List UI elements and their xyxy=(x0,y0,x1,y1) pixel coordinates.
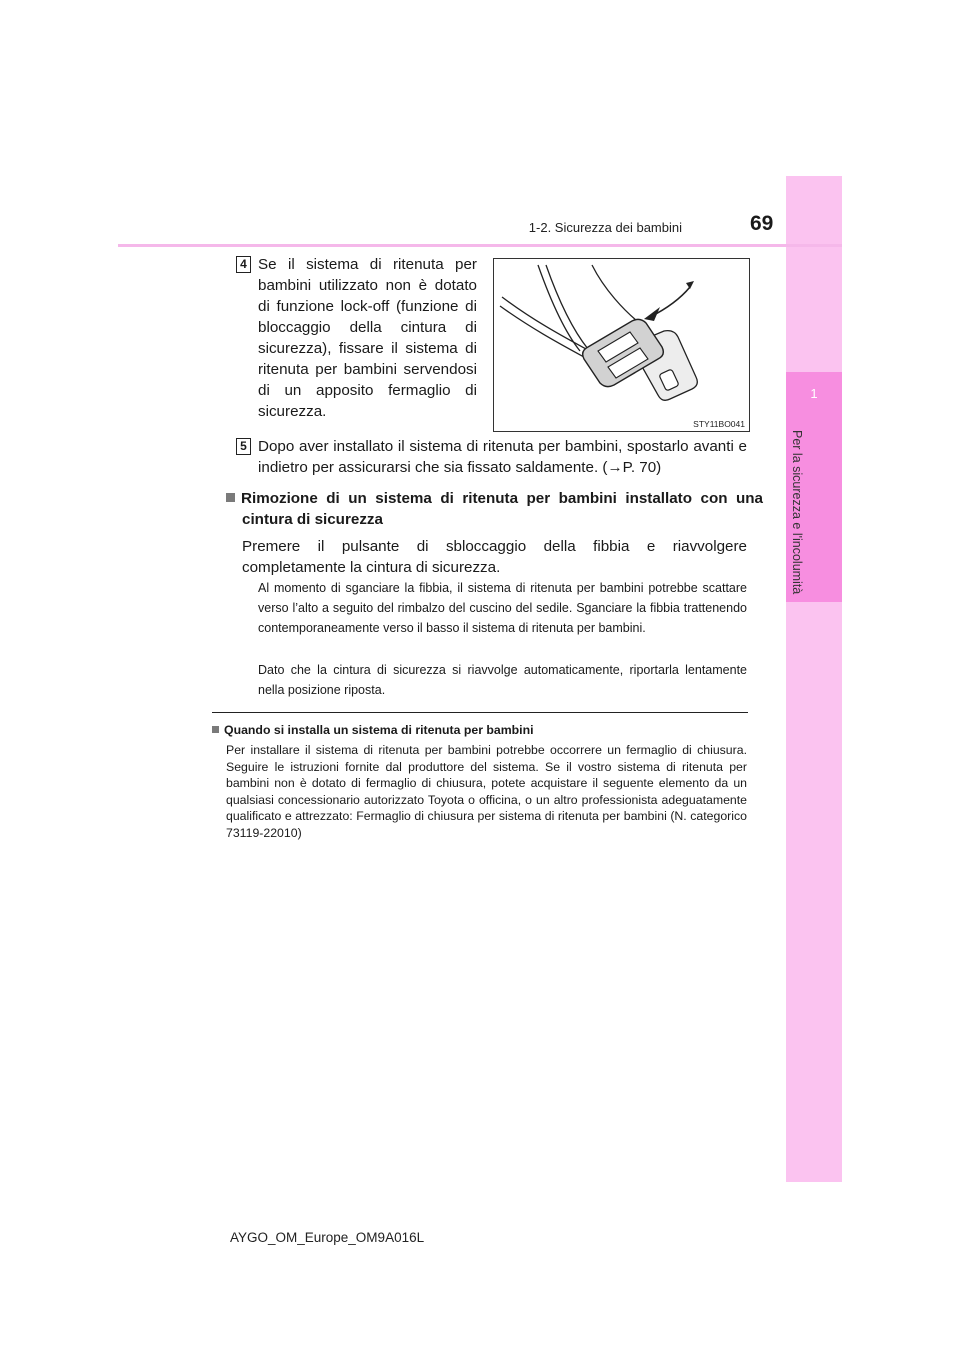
step-5-badge: 5 xyxy=(236,438,251,455)
square-bullet-icon xyxy=(212,726,219,733)
section-divider xyxy=(212,712,748,713)
info-text: Per installare il sistema di ritenuta per bambini potrebbe occorrere un fermaglio di chiusura. Seguire le istruzioni fornite dal produttore del sistema. Se il vostro sistema di ritenuta per bambini non è dotato di fermaglio di chiusura, potete acquistare il seguente elemento da un qualsiasi concessionario autorizzato Toyota o officina, o un altro professionista adeguatamente qualificato e attrezzato: Fermaglio di chiusura per sistema di ritenuta per bambini (N. categorico 73119-22010) xyxy=(226,743,747,840)
chapter-number: 1 xyxy=(810,386,818,401)
section-title: 1-2. Sicurezza dei bambini xyxy=(528,220,682,235)
info-heading: Quando si installa un sistema di ritenuta per bambini xyxy=(212,722,748,739)
step-4-text: Se il sistema di ritenuta per bambini utilizzato non è dotato di funzione lock-off (funzione di bloccaggio della cintura di sicurezza), fissare il sistema di ritenuta per bambini servendosi di un apposito fermaglio di sicurezza. xyxy=(258,256,477,420)
document-id: AYGO_OM_Europe_OM9A016L xyxy=(230,1230,425,1245)
seatbelt-clip-illustration xyxy=(493,258,750,432)
chapter-title: Per la sicurezza e l'incolumità xyxy=(790,430,804,595)
square-bullet-icon xyxy=(226,493,235,502)
removal-note-2: Dato che la cintura di sicurezza si riavvolge automaticamente, riportarla lentamente nella posizione riposta. xyxy=(258,663,747,697)
step-5-text: Dopo aver installato il sistema di ritenuta per bambini, spostarlo avanti e indietro per assicurarsi che sia fissato saldamente. (→P. 70) xyxy=(258,438,747,476)
header-rule xyxy=(118,244,842,247)
removal-text: Premere il pulsante di sbloccaggio della fibbia e riavvolgere completamente la cintura di sicurezza. xyxy=(242,538,747,576)
removal-heading: Rimozione di un sistema di ritenuta per bambini installato con una cintura di sicurezza xyxy=(226,488,763,530)
page-number: 69 xyxy=(750,212,774,235)
step-4-badge: 4 xyxy=(236,256,251,273)
removal-note-1: Al momento di sganciare la fibbia, il sistema di ritenuta per bambini potrebbe scattare verso l’alto a seguito del rimbalzo del cuscino del sedile. Sganciare la fibbia trattenendo contemporaneamente verso il basso il sistema di ritenuta per bambini. xyxy=(258,581,747,635)
locking-clip-drawing xyxy=(494,259,749,431)
side-tab-band xyxy=(786,176,842,1182)
illustration-code: STY11BO041 xyxy=(693,419,745,429)
